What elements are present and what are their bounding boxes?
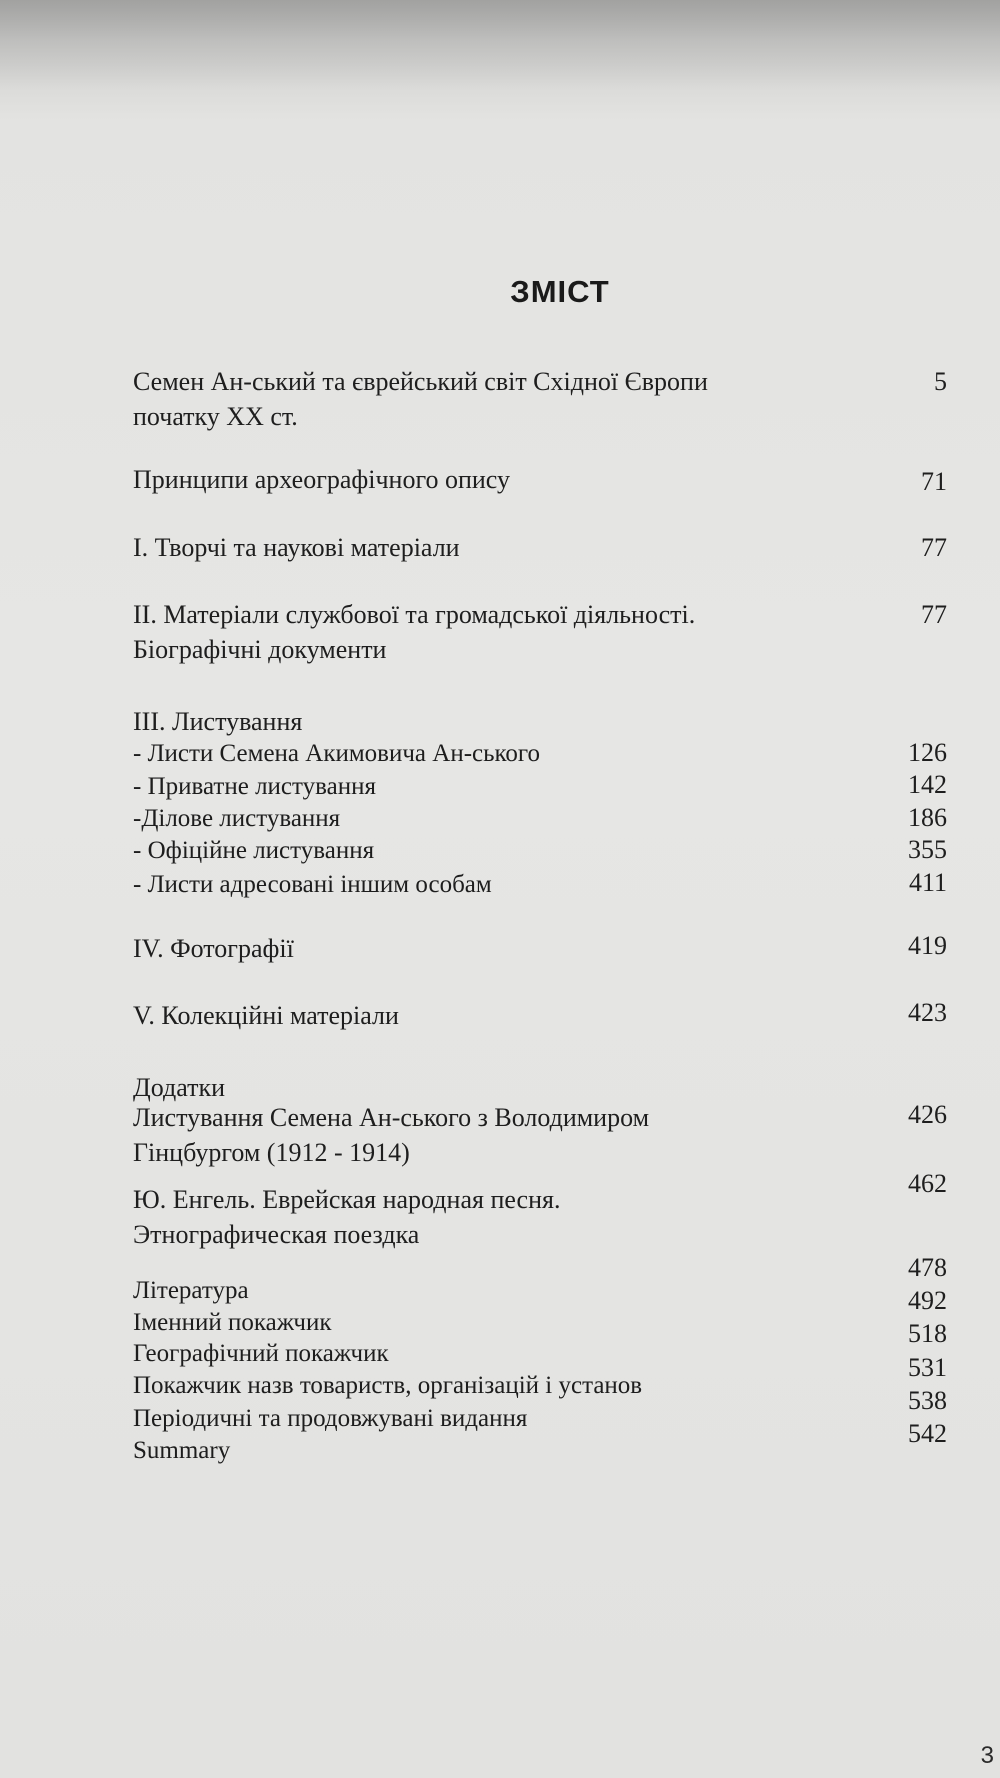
- toc-page-number: 538: [908, 1386, 947, 1415]
- page-fold-shadow: [0, 0, 1000, 90]
- toc-entry-text: Ю. Енгель. Еврейская народная песня.: [133, 1185, 561, 1214]
- toc-entry: [133, 462, 510, 497]
- toc-subentry: -Ділове листування: [133, 805, 341, 832]
- toc-subentry: Іменний покажчик: [133, 1309, 332, 1336]
- toc-entry-text: І. Творчі та наукові матеріали: [133, 533, 460, 562]
- toc-subentry: Література: [133, 1277, 249, 1304]
- toc-page-number: 419: [908, 931, 947, 960]
- toc-page-number: 71: [921, 467, 947, 496]
- toc-page-number: 492: [908, 1286, 947, 1315]
- toc-entry: [133, 597, 695, 667]
- toc-page-number: 355: [908, 835, 947, 864]
- toc-entry: [133, 1100, 649, 1170]
- toc-entry-text: Семен Ан-ський та єврейський світ Східної Європи: [133, 367, 708, 396]
- toc-subentry: Summary: [133, 1437, 231, 1464]
- toc-entry: [133, 998, 399, 1033]
- toc-entry: [133, 1182, 560, 1252]
- toc-entry-text: Листування Семена Ан-ського з Володимиром: [133, 1103, 650, 1132]
- toc-entry: [133, 530, 460, 565]
- toc-page-number: 186: [908, 803, 947, 832]
- toc-subentry: Покажчик назв товариств, організацій і установ: [133, 1372, 643, 1399]
- toc-entry-text: V. Колекційні матеріали: [133, 1001, 399, 1030]
- toc-page-number: 426: [908, 1100, 947, 1129]
- toc-subentry: - Офіційне листування: [133, 837, 375, 864]
- toc-entry-text: Принципи археографічного опису: [133, 465, 510, 494]
- toc-subentry: - Приватне листування: [133, 773, 376, 800]
- corner-page-number: 3: [980, 1742, 994, 1769]
- toc-entry: [133, 364, 708, 434]
- toc-page-number: 142: [908, 770, 947, 799]
- toc-section-heading: [133, 704, 302, 739]
- toc-page-number: 5: [934, 367, 947, 396]
- toc-page-number: 518: [908, 1319, 947, 1348]
- toc-page-number: 478: [908, 1253, 947, 1282]
- toc-entry: [133, 931, 294, 966]
- toc-entry-text: Этнографическая поездка: [133, 1220, 420, 1249]
- toc-page-number: 126: [908, 738, 947, 767]
- toc-page-number: 77: [921, 600, 947, 629]
- toc-title: ЗМІСТ: [510, 274, 610, 309]
- toc-subentry: - Листи адресовані іншим особам: [133, 871, 492, 898]
- toc-entry-text: IV. Фотографії: [133, 934, 294, 963]
- toc-page-number: 411: [908, 868, 947, 897]
- toc-subentry: Періодичні та продовжувані видання: [133, 1405, 528, 1432]
- toc-page-number: 462: [908, 1169, 947, 1198]
- toc-subentry: Географічний покажчик: [133, 1340, 389, 1367]
- toc-page-number: 77: [921, 533, 947, 562]
- toc-page-number: 531: [908, 1353, 947, 1382]
- toc-entry-text: Біографічні документи: [133, 635, 387, 664]
- toc-entry-text: ІІІ. Листування: [133, 707, 303, 736]
- toc-page-number: 423: [908, 998, 947, 1027]
- toc-page-number: 542: [908, 1419, 947, 1448]
- toc-entry-text: початку XX ст.: [133, 402, 298, 431]
- toc-subentry: - Листи Семена Акимовича Ан-ського: [133, 740, 541, 767]
- toc-entry-text: ІІ. Матеріали службової та громадської діяльності.: [133, 600, 696, 629]
- toc-entry-text: Гінцбургом (1912 - 1914): [133, 1138, 410, 1167]
- toc-entry-text: Додатки: [133, 1073, 225, 1102]
